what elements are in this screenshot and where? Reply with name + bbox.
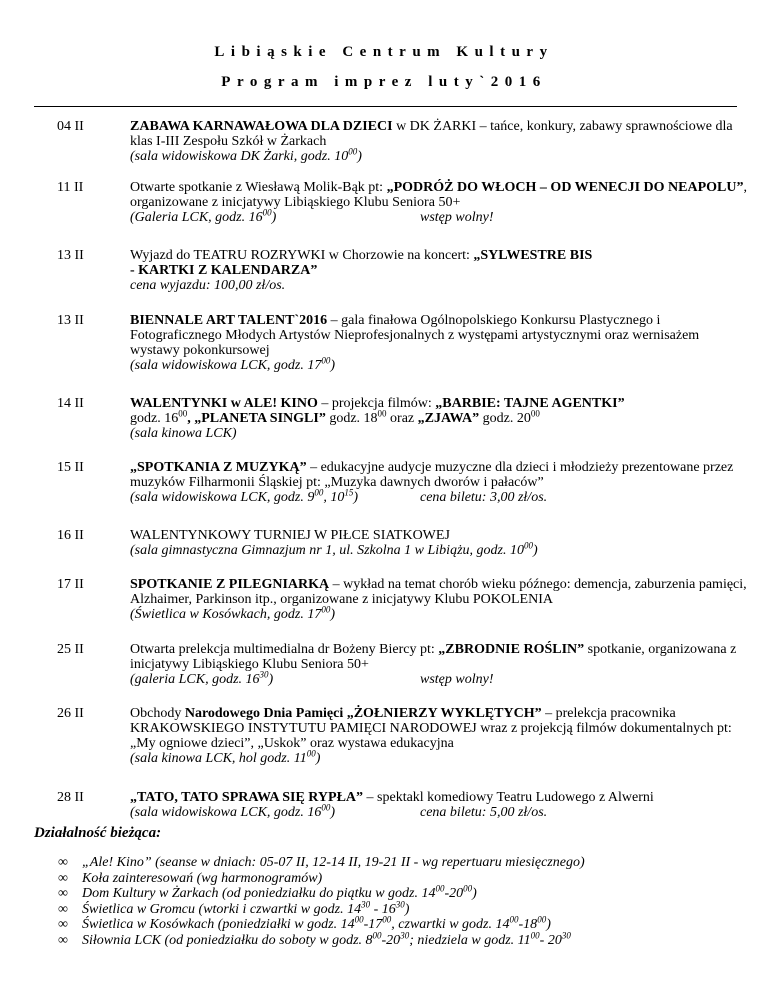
event-price: cena wyjazdu: 100,00 zł/os. (130, 278, 286, 293)
infinity-bullet-icon: ∞ (58, 932, 68, 948)
event-text: Otwarta prelekcja multimedialna dr Bożeny Biercy pt: (130, 642, 439, 657)
event-title: „ZBRODNIE ROŚLIN” (438, 642, 585, 657)
event-location: (galeria LCK, godz. $16^{30}$) (130, 669, 274, 687)
infinity-bullet-icon: ∞ (58, 870, 68, 886)
event-title: WALENTYNKI w ALE! KINO (130, 396, 318, 411)
event-title: „SYLWESTRE BIS (473, 248, 593, 263)
event-text: – wykład na temat chorób wieku późnego: demencja, zaburzenia pamięci, Alzhaimer, Parkinson itp., organizowane z inicjatywy Klubu POKOLENIA (130, 577, 747, 607)
event-date: 16 II (57, 528, 84, 543)
event-date: 04 II (57, 119, 84, 134)
event-body (130, 313, 750, 373)
event-body (130, 706, 750, 766)
event-location: (sala kinowa LCK) (130, 426, 237, 441)
event-title: „PODRÓŻ DO WŁOCH – OD WENECJI DO NEAPOLU” (386, 180, 744, 195)
event-location: (sala widowiskowa LCK, godz. $16^{00}$) (130, 802, 336, 820)
event-body (130, 577, 750, 622)
event-date: 14 II (57, 396, 84, 411)
event-text: Obchody (130, 706, 185, 721)
event-title: BIENNALE ART TALENT`2016 (130, 313, 328, 328)
list-item: ∞ Świetlica w Gromcu (wtorki i czwartki w godz. $14^{30} - 16^{30}$) (58, 899, 410, 917)
infinity-bullet-icon: ∞ (58, 855, 68, 870)
event-text: Wyjazd do TEATRU ROZRYWKI w Chorzowie na koncert: (130, 248, 474, 263)
event-date: 13 II (57, 248, 84, 263)
event-date: 15 II (57, 460, 84, 475)
event-body (130, 248, 750, 293)
event-title: ZABAWA KARNAWAŁOWA DLA DZIECI (130, 119, 393, 134)
event-location: (sala widowiskowa LCK, godz. $9^{00}$, $10^{15}$) (130, 487, 359, 505)
event-text: spotkanie, organizowana z inicjatywy Libiąskiego Klubu Seniora 50+ (130, 642, 737, 672)
event-text: , organizowane z inicjatywy Libiąskiego Klubu Seniora 50+ (130, 180, 747, 210)
event-text: – prelekcja pracownika KRAKOWSKIEGO INSTYTUTU PAMIĘCI NARODOWEJ wraz z projekcją filmów dokumentalnych pt: „My ogniowe dzieci”, „Uskok” oraz wystawa edukacyjna (130, 706, 732, 751)
event-location: (sala widowiskowa DK Żarki, godz. $10^{00}$) (130, 146, 362, 164)
header-title: Libiąskie Centrum Kultury (214, 44, 554, 60)
header-divider (34, 106, 737, 107)
event-location: (Galeria LCK, godz. $16^{00}$) (130, 207, 277, 225)
current-activities-list (58, 855, 585, 949)
event-text: Otwarte spotkanie z Wiesławą Molik-Bąk pt: (130, 180, 387, 195)
list-item: ∞ Świetlica w Kosówkach (poniedziałki w godz. $14^{00}-17^{00}$, czwartki w godz. $14^{00}-18^{00}$) (58, 914, 551, 933)
event-title: SPOTKANIE Z PILEGNIARKĄ (130, 577, 330, 592)
event-title: „TATO, TATO SPRAWA SIĘ RYPŁA” (130, 790, 364, 805)
event-title-cont: - KARTKI Z KALENDARZA” (130, 263, 318, 278)
event-location: (sala gimnastyczna Gimnazjum nr 1, ul. Szkolna 1 w Libiążu, godz. $10^{00}$) (130, 540, 538, 558)
event-location: (sala widowiskowa LCK, godz. $17^{00}$) (130, 355, 336, 373)
event-body (130, 790, 750, 820)
list-item: ∞ Dom Kultury w Żarkach (od poniedziałku do piątku w godz. $14^{00}-20^{00}$) (58, 883, 477, 902)
event-date: 13 II (57, 313, 84, 328)
infinity-bullet-icon: ∞ (58, 917, 68, 933)
event-date: 17 II (57, 577, 84, 592)
list-item: ∞ „Ale! Kino” (seanse w dniach: 05-07 II, 12-14 II, 19-21 II - wg repertuaru miesięcznego) (58, 855, 585, 870)
event-price: wstęp wolny! (420, 672, 494, 687)
event-price: cena biletu: 5,00 zł/os. (420, 805, 548, 820)
event-date: 11 II (57, 180, 84, 195)
event-body (130, 119, 750, 164)
event-body (130, 528, 750, 558)
event-text: – spektakl komediowy Teatru Ludowego z Alwerni (363, 790, 654, 805)
event-title: „SPOTKANIA Z MUZYKĄ” (130, 460, 307, 475)
event-price: wstęp wolny! (420, 210, 494, 225)
list-item: ∞ Koła zainteresowań (wg harmonogramów) (58, 870, 323, 886)
event-location: (Świetlica w Kosówkach, godz. $17^{00}$) (130, 604, 335, 622)
infinity-bullet-icon: ∞ (58, 901, 68, 917)
event-date: 28 II (57, 790, 84, 805)
event-title: WALENTYNKOWY TURNIEJ W PIŁCE SIATKOWEJ (130, 528, 450, 543)
event-date: 26 II (57, 706, 84, 721)
event-text: – gala finałowa Ogólnopolskiego Konkursu Plastycznego i Fotograficznego Młodych Artystów Nieprofesjonalnych z występami artystycznymi oraz wernisażem wystawy pokonkursowej (130, 313, 700, 358)
event-text: w DK ŻARKI – tańce, konkury, zabawy sprawnościowe dla klas I-III Zespołu Szkół w Żarkach (130, 119, 733, 149)
event-body (130, 180, 750, 225)
header-subtitle: Program imprez luty`2016 (221, 74, 547, 90)
infinity-bullet-icon: ∞ (58, 886, 68, 902)
event-text: – edukacyjne audycje muzyczne dla dzieci i młodzieży prezentowane przez muzyków Filharmonii Śląskiej pt: „Muzyka dawnych dworów i pałaców” (130, 460, 734, 490)
event-price: cena biletu: 3,00 zł/os. (420, 490, 548, 505)
event-location: (sala kinowa LCK, hol godz. $11^{00}$) (130, 748, 321, 766)
event-title: Narodowego Dnia Pamięci „ŻOŁNIERZY WYKLĘTYCH” (184, 706, 542, 721)
section-heading: Działalność bieżąca: (34, 825, 162, 841)
event-body (130, 460, 750, 505)
event-date: 25 II (57, 642, 84, 657)
event-body (130, 642, 750, 687)
list-item: ∞ Siłownia LCK (od poniedziałku do soboty w godz. $8^{00}-20^{30}$; niedziela w godz. $11^{00}-$ $20^{30}$ (58, 930, 571, 948)
event-body: WALENTYNKI w ALE! KINO – projekcja filmów: „BARBIE: TAJNE AGENTKI” godz. $16^{00}$, „PLANETA SINGLI” godz. $18^{00}$ oraz „ZJAWA” godz. $20^{00}$ (sala kinowa LCK) (130, 396, 625, 441)
